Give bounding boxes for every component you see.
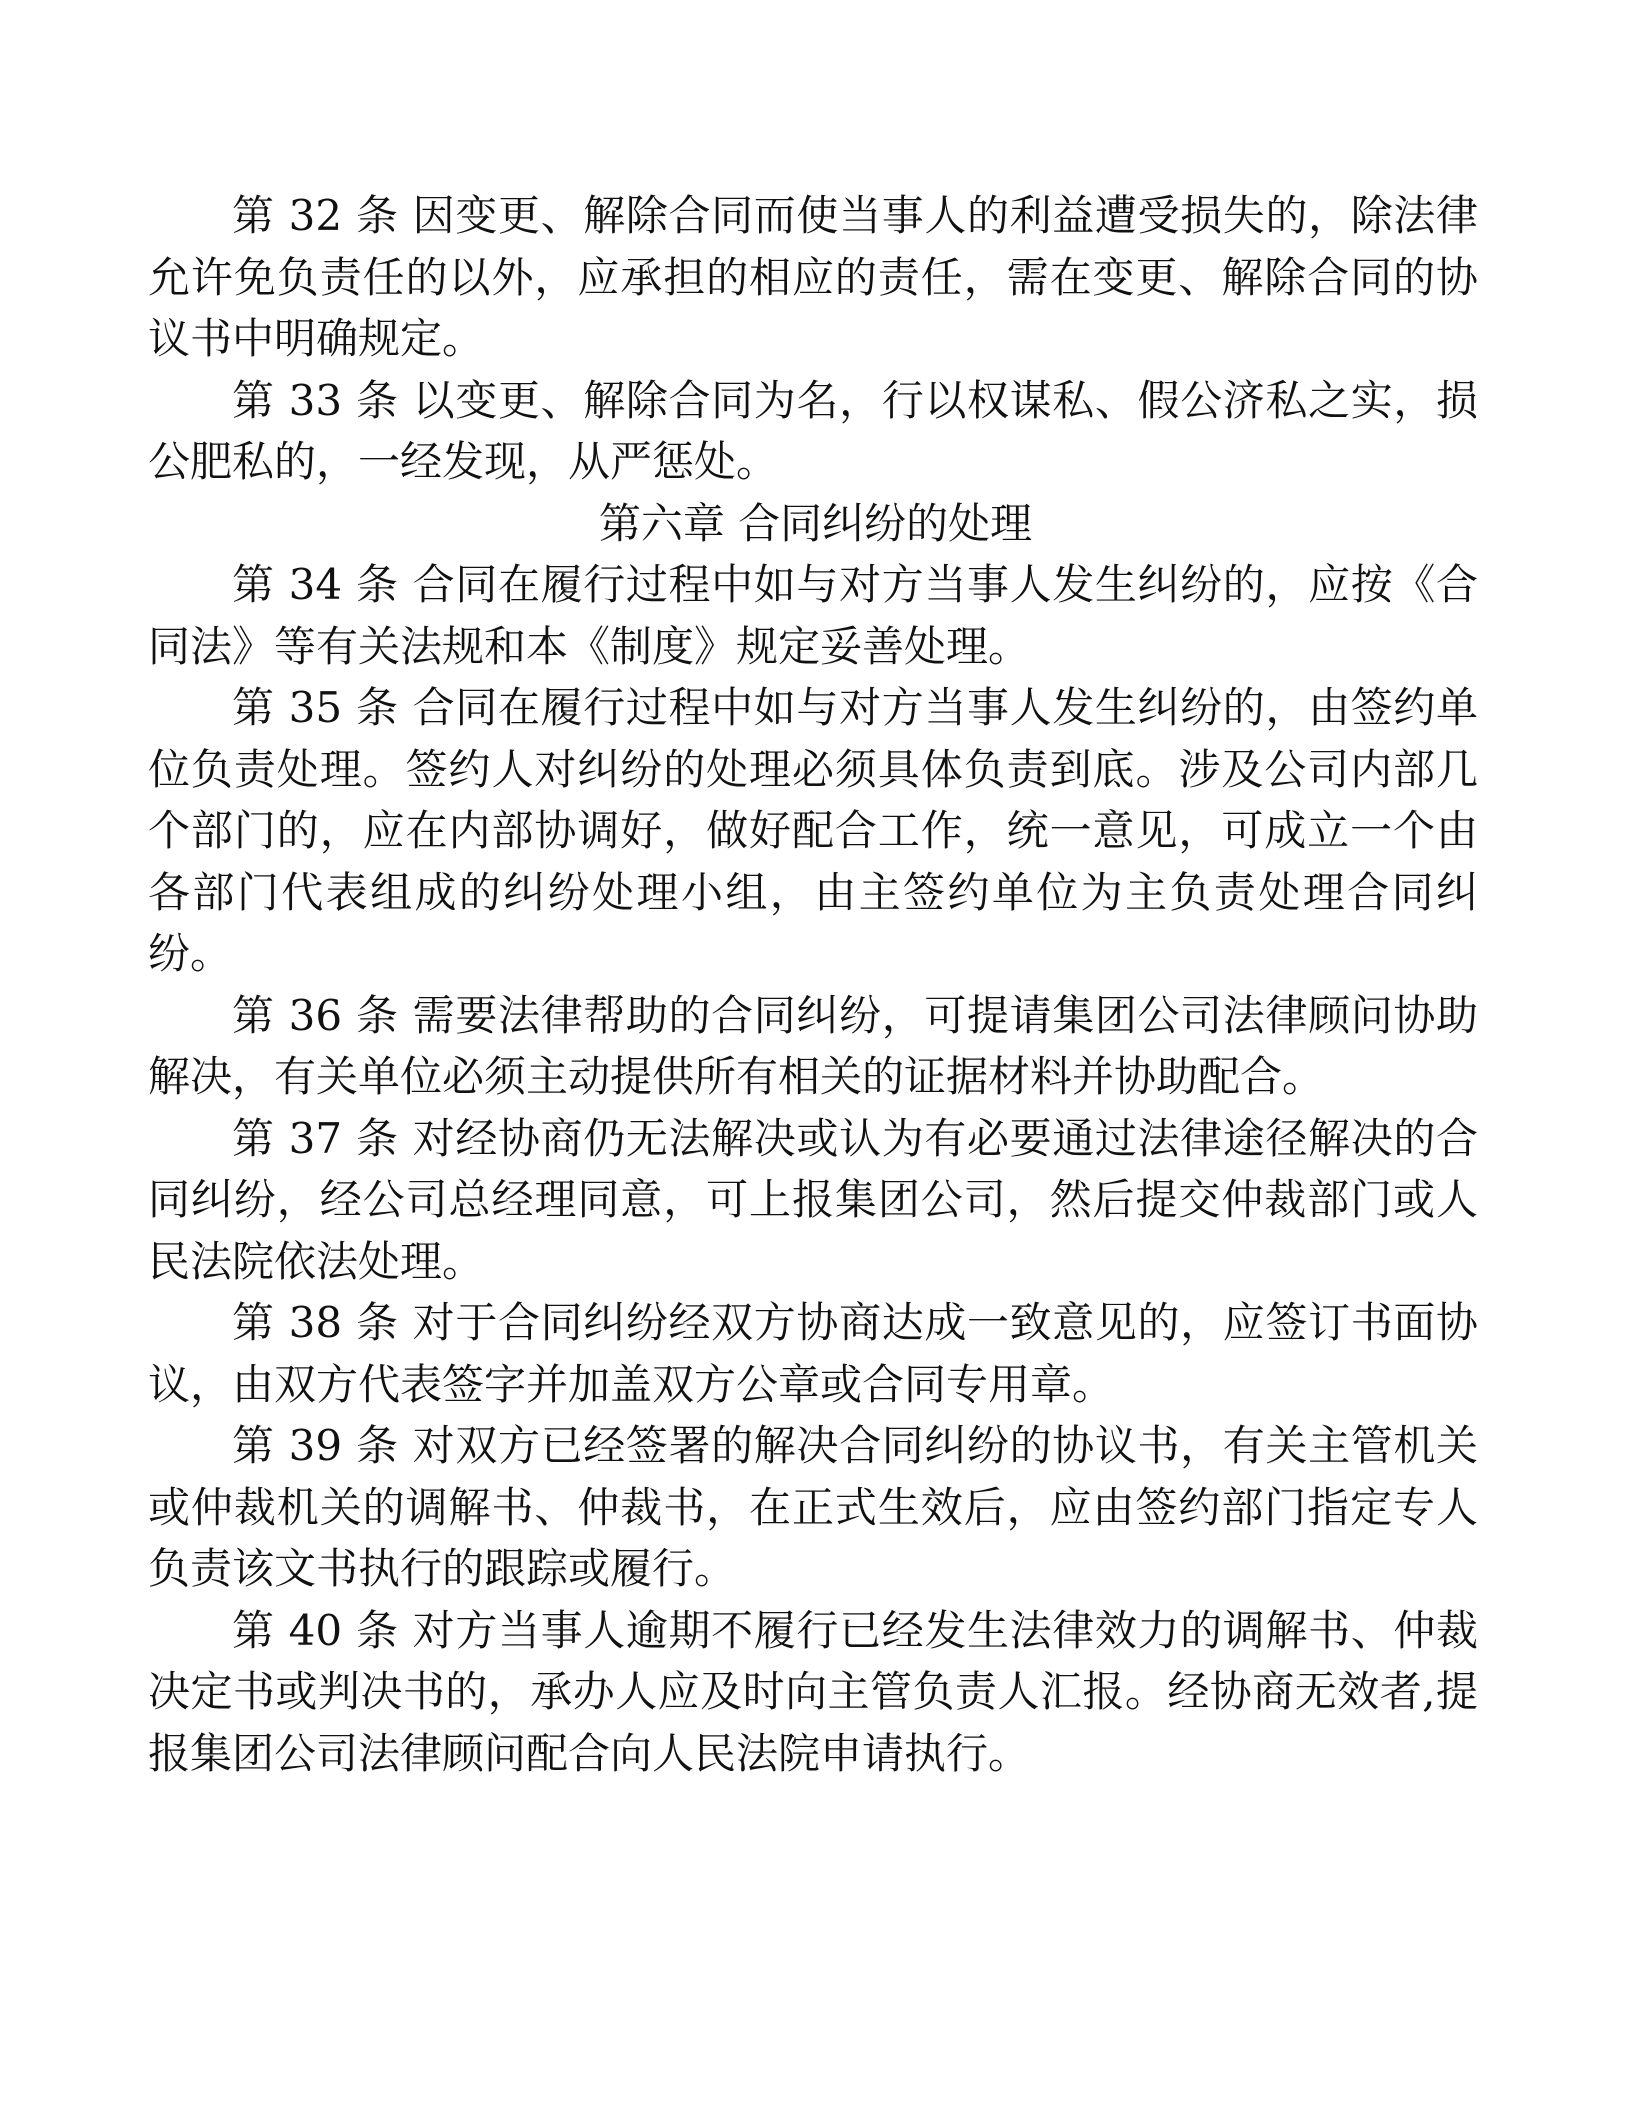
chapter-6-heading: 第六章 合同纠纷的处理 [598,498,1033,548]
article-40: 第 40 条 对方当事人逾期不履行已经发生法律效力的调解书、仲裁决定书或判决书的，承办人应及时向主管负责人汇报。经协商无效者,提报集团公司法律顾问配合向人民法院申请执行。 [148,1605,1478,1778]
article-35: 第 35 条 合同在履行过程中如与对方当事人发生纠纷的，由签约单位负责处理。签约人对纠纷的处理必须具体负责到底。涉及公司内部几个部门的，应在内部协调好，做好配合工作，统一意见，可成立一个由各部门代表组成的纠纷处理小组，由主签约单位为主负责处理合同纠纷。 [148,683,1478,978]
article-39: 第 39 条 对双方已经签署的解决合同纠纷的协议书，有关主管机关或仲裁机关的调解书、仲裁书，在正式生效后，应由签约部门指定专人负责该文书执行的跟踪或履行。 [148,1421,1478,1593]
article-36: 第 36 条 需要法律帮助的合同纠纷，可提请集团公司法律顾问协助解决，有关单位必须主动提供所有相关的证据材料并协助配合。 [148,990,1478,1101]
article-38: 第 38 条 对于合同纠纷经双方协商达成一致意见的，应签订书面协议，由双方代表签字并加盖双方公章或合同专用章。 [148,1298,1478,1409]
article-34: 第 34 条 合同在履行过程中如与对方当事人发生纠纷的，应按《合同法》等有关法规和本《制度》规定妥善处理。 [148,560,1478,671]
document-page [148,185,1478,1784]
article-33: 第 33 条 以变更、解除合同为名，行以权谋私、假公济私之实，损公肥私的，一经发现，从严惩处。 [148,375,1478,486]
article-32: 第 32 条 因变更、解除合同而使当事人的利益遭受损失的，除法律允许免负责任的以外，应承担的相应的责任，需在变更、解除合同的协议书中明确规定。 [148,191,1478,363]
article-37: 第 37 条 对经协商仍无法解决或认为有必要通过法律途径解决的合同纠纷，经公司总经理同意，可上报集团公司，然后提交仲裁部门或人民法院依法处理。 [148,1113,1478,1286]
